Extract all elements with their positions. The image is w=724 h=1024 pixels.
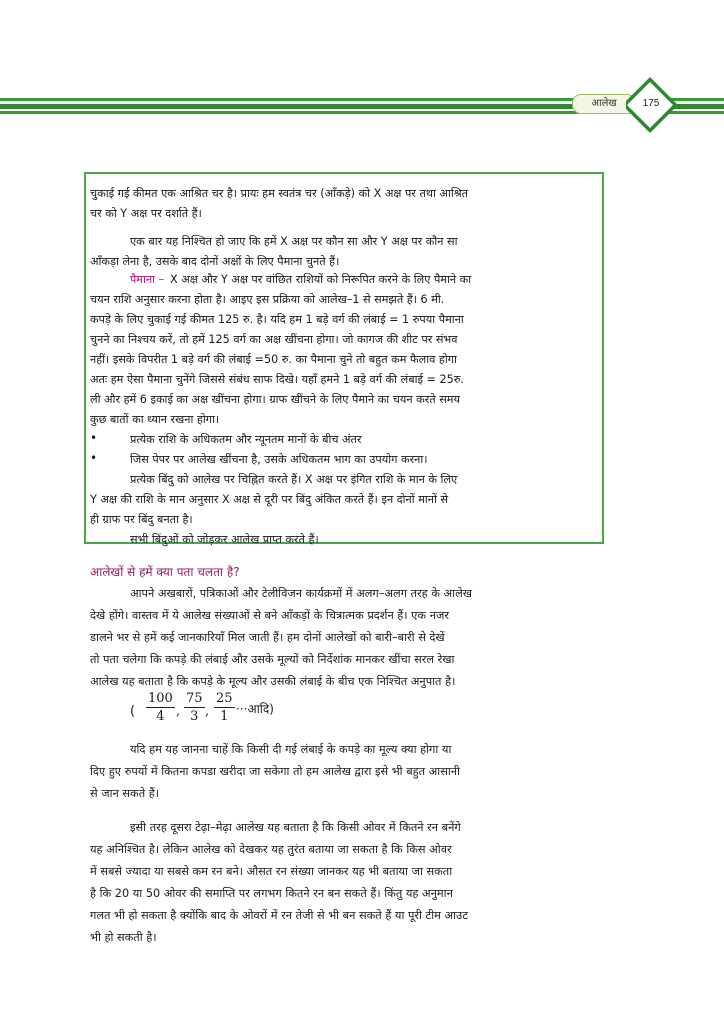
info-box-line: नहीं। इसके विपरीत 1 बड़े वर्ग की लंबाई =50 रु. का पैमाना चुने तो बहुत कम फैलाव होगा [90,353,457,366]
fraction-2-numerator: 75 [186,691,203,706]
info-box-line: चर को Y अक्ष पर दर्शाते हैं। [90,207,202,220]
info-box-line: अतः हम ऐसा पैमाना चुनेंगे जिससे संबंध साफ दिखे। यहाँ हमने 1 बड़े वर्ग की लंबाई = 25रु. [90,373,464,386]
info-box-line: X अक्ष और Y अक्ष पर वांछित राशियों को निरूपित करने के लिए पैमाने का [170,273,472,286]
info-box-line: कपड़े के लिए चुकाई गई कीमत 125 रु. है। यदि हम 1 बड़े वर्ग की लंबाई = 1 रुपया पैमाना [90,313,464,326]
body-text-line: तो पता चलेगा कि कपड़े की लंबाई और उसके मूल्यों को निर्देशांक मानकर खींचा सरल रेखा [90,653,455,666]
fraction-3 [214,690,235,726]
body-text-line: इसी तरह दूसरा टेढ़ा–मेढ़ा आलेख यह बताता है कि किसी ओवर में कितने रन बनेंगे [130,821,461,834]
bullet-icon: • [90,451,98,465]
fraction-3-denominator: 1 [220,709,229,724]
info-box-line: चयन राशि अनुसार करना होता है। आइए इस प्रक्रिया को आलेख–1 से समझते हैं। 6 मी. [90,293,445,306]
info-box-line: जिस पेपर पर आलेख खींचना है, उसके अधिकतम भाग का उपयोग करना। [130,453,428,466]
fraction-tail: ···आदि) [236,702,274,716]
info-box-line: सभी बिंदुओं को जोड़कर आलेख प्राप्त करते हैं। [130,533,319,546]
body-text-line: देखे होंगे। वास्तव में ये आलेख संख्याओं से बने आँकड़ों के चित्रात्मक प्रदर्शन हैं। एक नजर [90,609,449,622]
section-label: आलेख [572,94,636,114]
fraction-1-denominator: 4 [156,709,165,724]
header-rule-top [0,98,590,101]
info-box-line: कुछ बातों का ध्यान रखना होगा। [90,413,220,426]
info-box-line: आँकड़ा लेना है, उसके बाद दोनों अक्षों के लिए पैमाना चुनते हैं। [90,255,340,268]
body-text-line: में सबसे ज्यादा या सबसे कम रन बने। औसत रन संख्या जानकर यह भी बताया जा सकता [90,865,453,878]
bullet-icon: • [90,431,98,445]
fraction-1-numerator: 100 [148,691,173,706]
fraction-comma: , [176,704,181,719]
fraction-1 [146,690,175,726]
fraction-3-numerator: 25 [216,691,233,706]
body-text-line: भी हो सकती है। [90,931,157,944]
info-box-line: ही ग्राफ पर बिंदु बनता है। [90,513,193,526]
info-box-line: Y अक्ष की राशि के मान अनुसार X अक्ष से दूरी पर बिंदु अंकित करते हैं। इन दोनों मानों से [90,493,449,506]
body-text-line: यदि हम यह जानना चाहें कि किसी दी गई लंबाई के कपड़े का मूल्य क्या होगा या [130,743,452,756]
scale-label: पैमाना – [130,273,165,286]
fraction-open-paren: ( [130,704,136,719]
info-box-line: प्रत्येक राशि के अधिकतम और न्यूनतम मानों के बीच अंतर [130,433,362,446]
body-text-line: आलेख यह बताता है कि कपड़े के मूल्य और उसकी लंबाई के बीच एक निश्चित अनुपात है। [90,675,456,688]
body-text-line: दिए हुए रुपयों में कितना कपडा खरीदा जा सकेगा तो हम आलेख द्वारा इसे भी बहुत आसानी [90,765,460,778]
body-text-line: गलत भी हो सकता है क्योंकि बाद के ओवरों में रन तेजी से भी बन सकते हैं या पूरी टीम आउट [90,909,468,922]
header-rule-middle [0,104,590,109]
fraction-comma: , [205,704,210,719]
body-text-line: डालने भर से हमें कई जानकारियाँ मिल जाती हैं। हम दोनों आलेखों को बारी–बारी से देखें [90,631,445,644]
body-text-line: यह अनिश्चित है। लेकिन आलेख को देखकर यह तुरंत बताया जा सकता है कि किस ओवर [90,843,452,856]
info-box-line: प्रत्येक बिंदु को आलेख पर चिह्नित करते हैं। X अक्ष पर इंगित राशि के मान के लिए [130,473,458,486]
header-rule-bottom [0,111,590,114]
fraction-2 [184,690,205,726]
body-text-line: आपने अखबारों, पत्रिकाओं और टेलीविजन कार्यक्रमों में अलग–अलग तरह के आलेख [130,587,472,600]
info-box-line: चुनने का निश्चय करें, तो हमें 125 वर्ग का अक्ष खींचना होगा। जो कागज की शीट पर संभव [90,333,458,346]
body-text-line: है कि 20 या 50 ओवर की समाप्ति पर लगभग कितने रन बन सकते हैं। किंतु यह अनुमान [90,887,453,900]
info-box-line: चुकाई गई कीमत एक आश्रित चर है। प्रायः हम स्वतंत्र चर (आँकड़े) को X अक्ष पर तथा आश्रित [90,187,469,200]
info-box-line: एक बार यह निश्चित हो जाए कि हमें X अक्ष पर कौन सा और Y अक्ष पर कौन सा [130,235,458,248]
info-box-line: ली और हमें 6 इकाई का अक्ष खींचना होगा। ग्राफ खींचने के लिए पैमाने का चयन करते समय [90,393,460,406]
section-heading: आलेखों से हमें क्या पता चलता है? [90,565,240,579]
body-text-line: से जान सकते हैं। [90,787,160,800]
fraction-2-denominator: 3 [190,709,199,724]
page-number: 175 [642,98,660,109]
